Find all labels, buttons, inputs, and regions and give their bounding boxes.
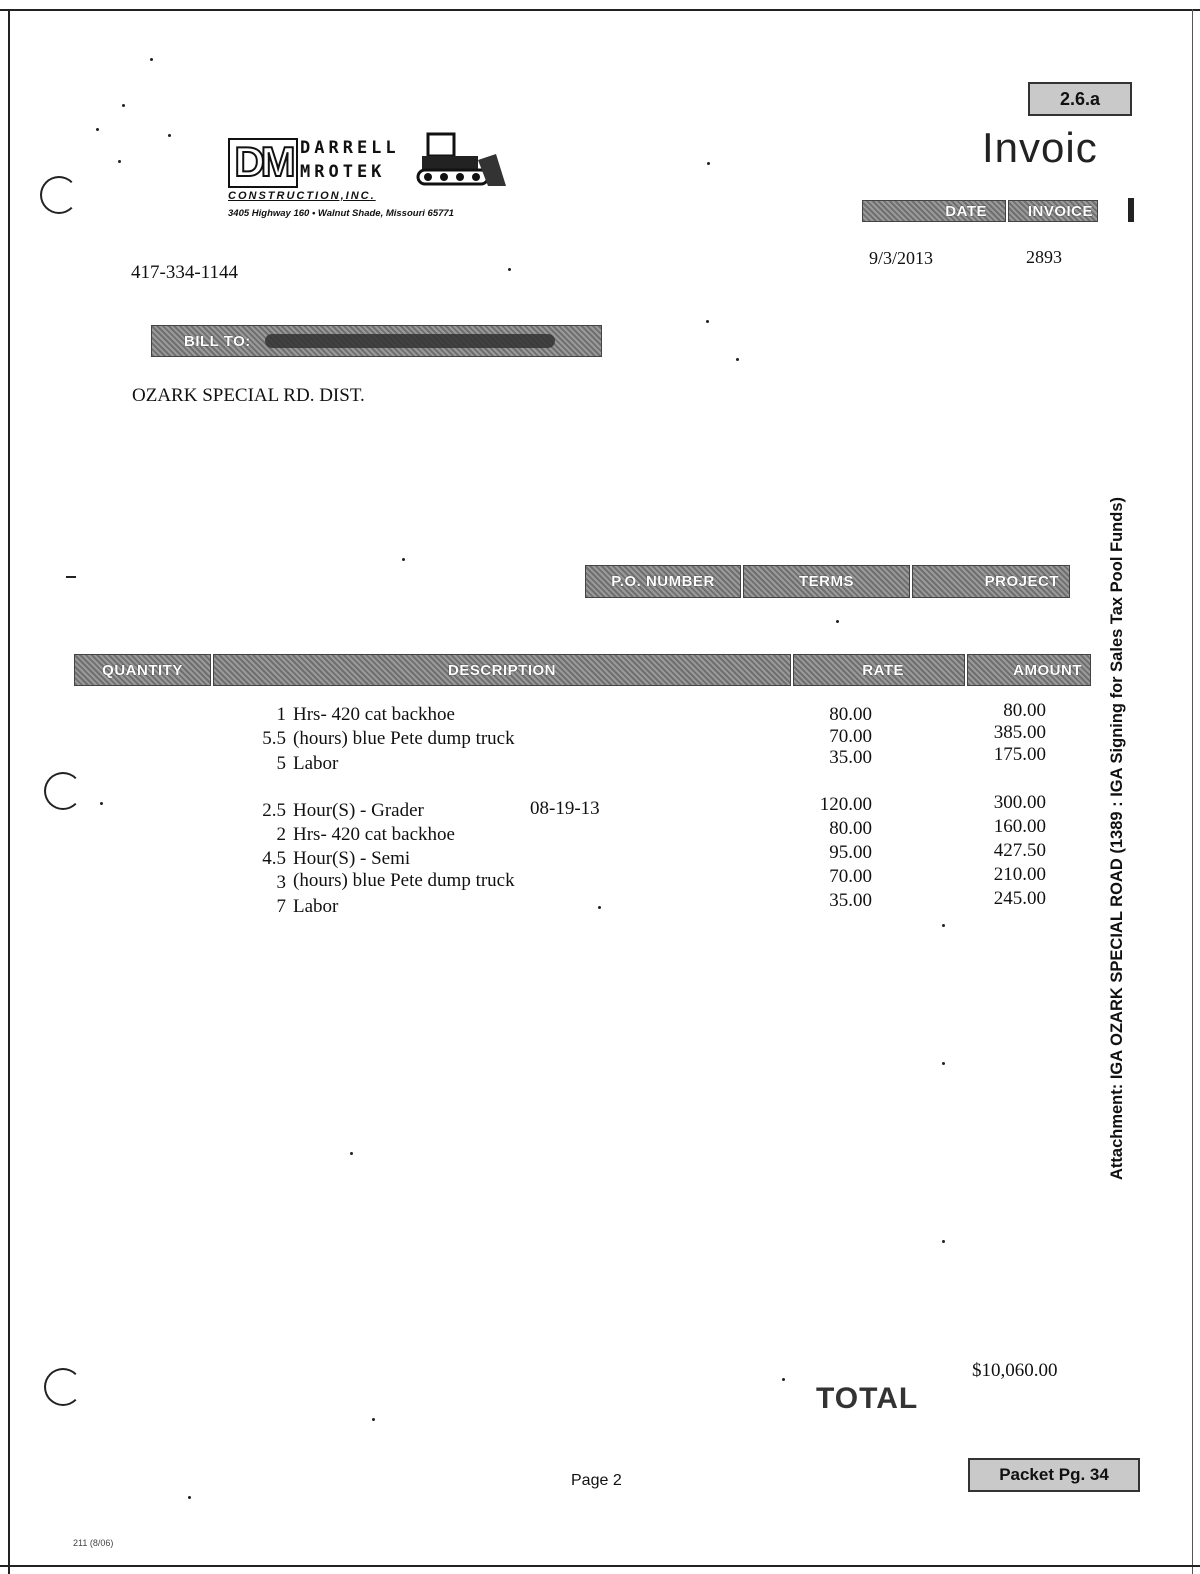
row-description: (hours) blue Pete dump truck — [293, 728, 515, 749]
page-border-right — [1192, 9, 1193, 1574]
bill-to-header — [151, 325, 602, 357]
scan-speck — [707, 162, 710, 165]
redacted-bill-to — [265, 334, 555, 348]
form-code: 211 (8/06) — [73, 1538, 114, 1548]
scan-speck — [706, 320, 709, 323]
row-amount: 385.00 — [993, 722, 1046, 743]
total-label: TOTAL — [816, 1382, 919, 1415]
row-amount: 175.00 — [993, 744, 1046, 765]
row-rate: 70.00 — [829, 866, 872, 887]
row-quantity: 2.5 — [262, 800, 286, 821]
invoice-header-label: INVOICE — [1027, 202, 1093, 220]
page-number: Page 2 — [571, 1472, 622, 1489]
scan-speck — [402, 558, 405, 561]
project-header — [912, 565, 1070, 598]
row-description: (hours) blue Pete dump truck — [293, 870, 515, 891]
row-description: Hour(S) - Semi — [293, 848, 411, 869]
scan-speck — [782, 1378, 785, 1381]
row-quantity: 1 — [276, 704, 286, 725]
po-number-label: P.O. NUMBER — [611, 573, 715, 590]
row-rate: 35.00 — [829, 747, 872, 768]
table-row — [0, 744, 1200, 777]
scan-speck — [66, 576, 76, 578]
page-border-bottom — [0, 1565, 1200, 1567]
punch-hole-top — [40, 176, 78, 214]
packet-page-stamp: Packet Pg. 34 — [968, 1458, 1140, 1492]
description-header — [213, 654, 791, 686]
page-border-top — [0, 9, 1200, 11]
scan-speck — [508, 268, 511, 271]
page-border-left — [8, 9, 10, 1574]
row-rate: 95.00 — [829, 842, 872, 863]
project-label: PROJECT — [984, 573, 1059, 590]
row-amount: 160.00 — [993, 816, 1046, 837]
row-quantity: 3 — [276, 872, 286, 893]
bill-to-label: BILL TO: — [184, 332, 251, 350]
scan-speck — [836, 620, 839, 623]
rate-label: RATE — [862, 661, 904, 679]
row-amount: 300.00 — [993, 792, 1046, 813]
logo-monogram: DM — [228, 138, 298, 188]
scan-speck — [372, 1418, 375, 1421]
po-number-header — [585, 565, 741, 598]
quantity-label: QUANTITY — [102, 661, 183, 679]
invoice-title: Invoic — [982, 124, 1098, 171]
row-rate: 35.00 — [829, 890, 872, 911]
bill-to-name: OZARK SPECIAL RD. DIST. — [132, 385, 365, 406]
scan-speck — [122, 104, 125, 107]
company-address: 3405 Highway 160 • Walnut Shade, Missouri 65771 — [228, 208, 454, 219]
row-amount: 210.00 — [993, 864, 1046, 885]
row-description: Labor — [293, 753, 339, 774]
scan-speck — [168, 134, 171, 137]
row-rate: 80.00 — [829, 704, 872, 725]
row-quantity: 2 — [276, 824, 286, 845]
scan-speck — [150, 58, 153, 61]
scan-speck — [188, 1496, 191, 1499]
company-logo — [228, 138, 528, 228]
row-quantity: 7 — [276, 896, 286, 917]
rate-header — [793, 654, 965, 686]
row-description: Labor — [293, 896, 339, 917]
invoice-number-header — [1008, 200, 1098, 222]
row-description: Hour(S) - Grader — [293, 800, 424, 821]
row-rate: 80.00 — [829, 818, 872, 839]
row-description: Hrs- 420 cat backhoe — [293, 704, 455, 725]
row-amount: 245.00 — [993, 888, 1046, 909]
row-rate: 120.00 — [819, 794, 872, 815]
scan-speck — [736, 358, 739, 361]
agenda-stamp: 2.6.a — [1028, 82, 1132, 116]
amount-header — [967, 654, 1091, 686]
scan-speck — [598, 906, 601, 909]
scan-speck — [96, 128, 99, 131]
header-edge-mark — [1128, 198, 1134, 222]
scan-speck — [350, 1152, 353, 1155]
row-amount: 427.50 — [993, 840, 1046, 861]
logo-name-line1: DARRELL — [300, 138, 400, 158]
bulldozer-icon — [414, 130, 510, 190]
punch-hole-bottom — [44, 1368, 82, 1406]
row-quantity: 4.5 — [262, 848, 286, 869]
row-date: 08-19-13 — [530, 798, 600, 819]
scan-speck — [942, 1240, 945, 1243]
amount-label: AMOUNT — [1013, 661, 1082, 679]
logo-construction: CONSTRUCTION,INC. — [228, 190, 376, 202]
total-amount: $10,060.00 — [972, 1360, 1058, 1381]
terms-label: TERMS — [799, 573, 854, 590]
row-rate: 70.00 — [829, 726, 872, 747]
description-label: DESCRIPTION — [447, 661, 556, 679]
date-header — [862, 200, 1006, 222]
invoice-number: 2893 — [1026, 247, 1062, 267]
scan-speck — [942, 924, 945, 927]
company-phone: 417-334-1144 — [131, 262, 238, 283]
row-quantity: 5.5 — [262, 728, 286, 749]
attachment-note: Attachment: IGA OZARK SPECIAL ROAD (1389 : IGA Signing for Sales Tax Pool Funds) — [1108, 497, 1126, 1180]
row-description: Hrs- 420 cat backhoe — [293, 824, 455, 845]
terms-header — [743, 565, 910, 598]
logo-name-line2: MROTEK — [300, 162, 386, 182]
row-quantity: 5 — [276, 753, 286, 774]
date-header-label: DATE — [945, 202, 987, 220]
invoice-date: 9/3/2013 — [869, 248, 934, 268]
quantity-header — [74, 654, 211, 686]
scan-speck — [118, 160, 121, 163]
row-amount: 80.00 — [1003, 700, 1046, 721]
scan-speck — [100, 802, 103, 805]
scan-speck — [942, 1062, 945, 1065]
